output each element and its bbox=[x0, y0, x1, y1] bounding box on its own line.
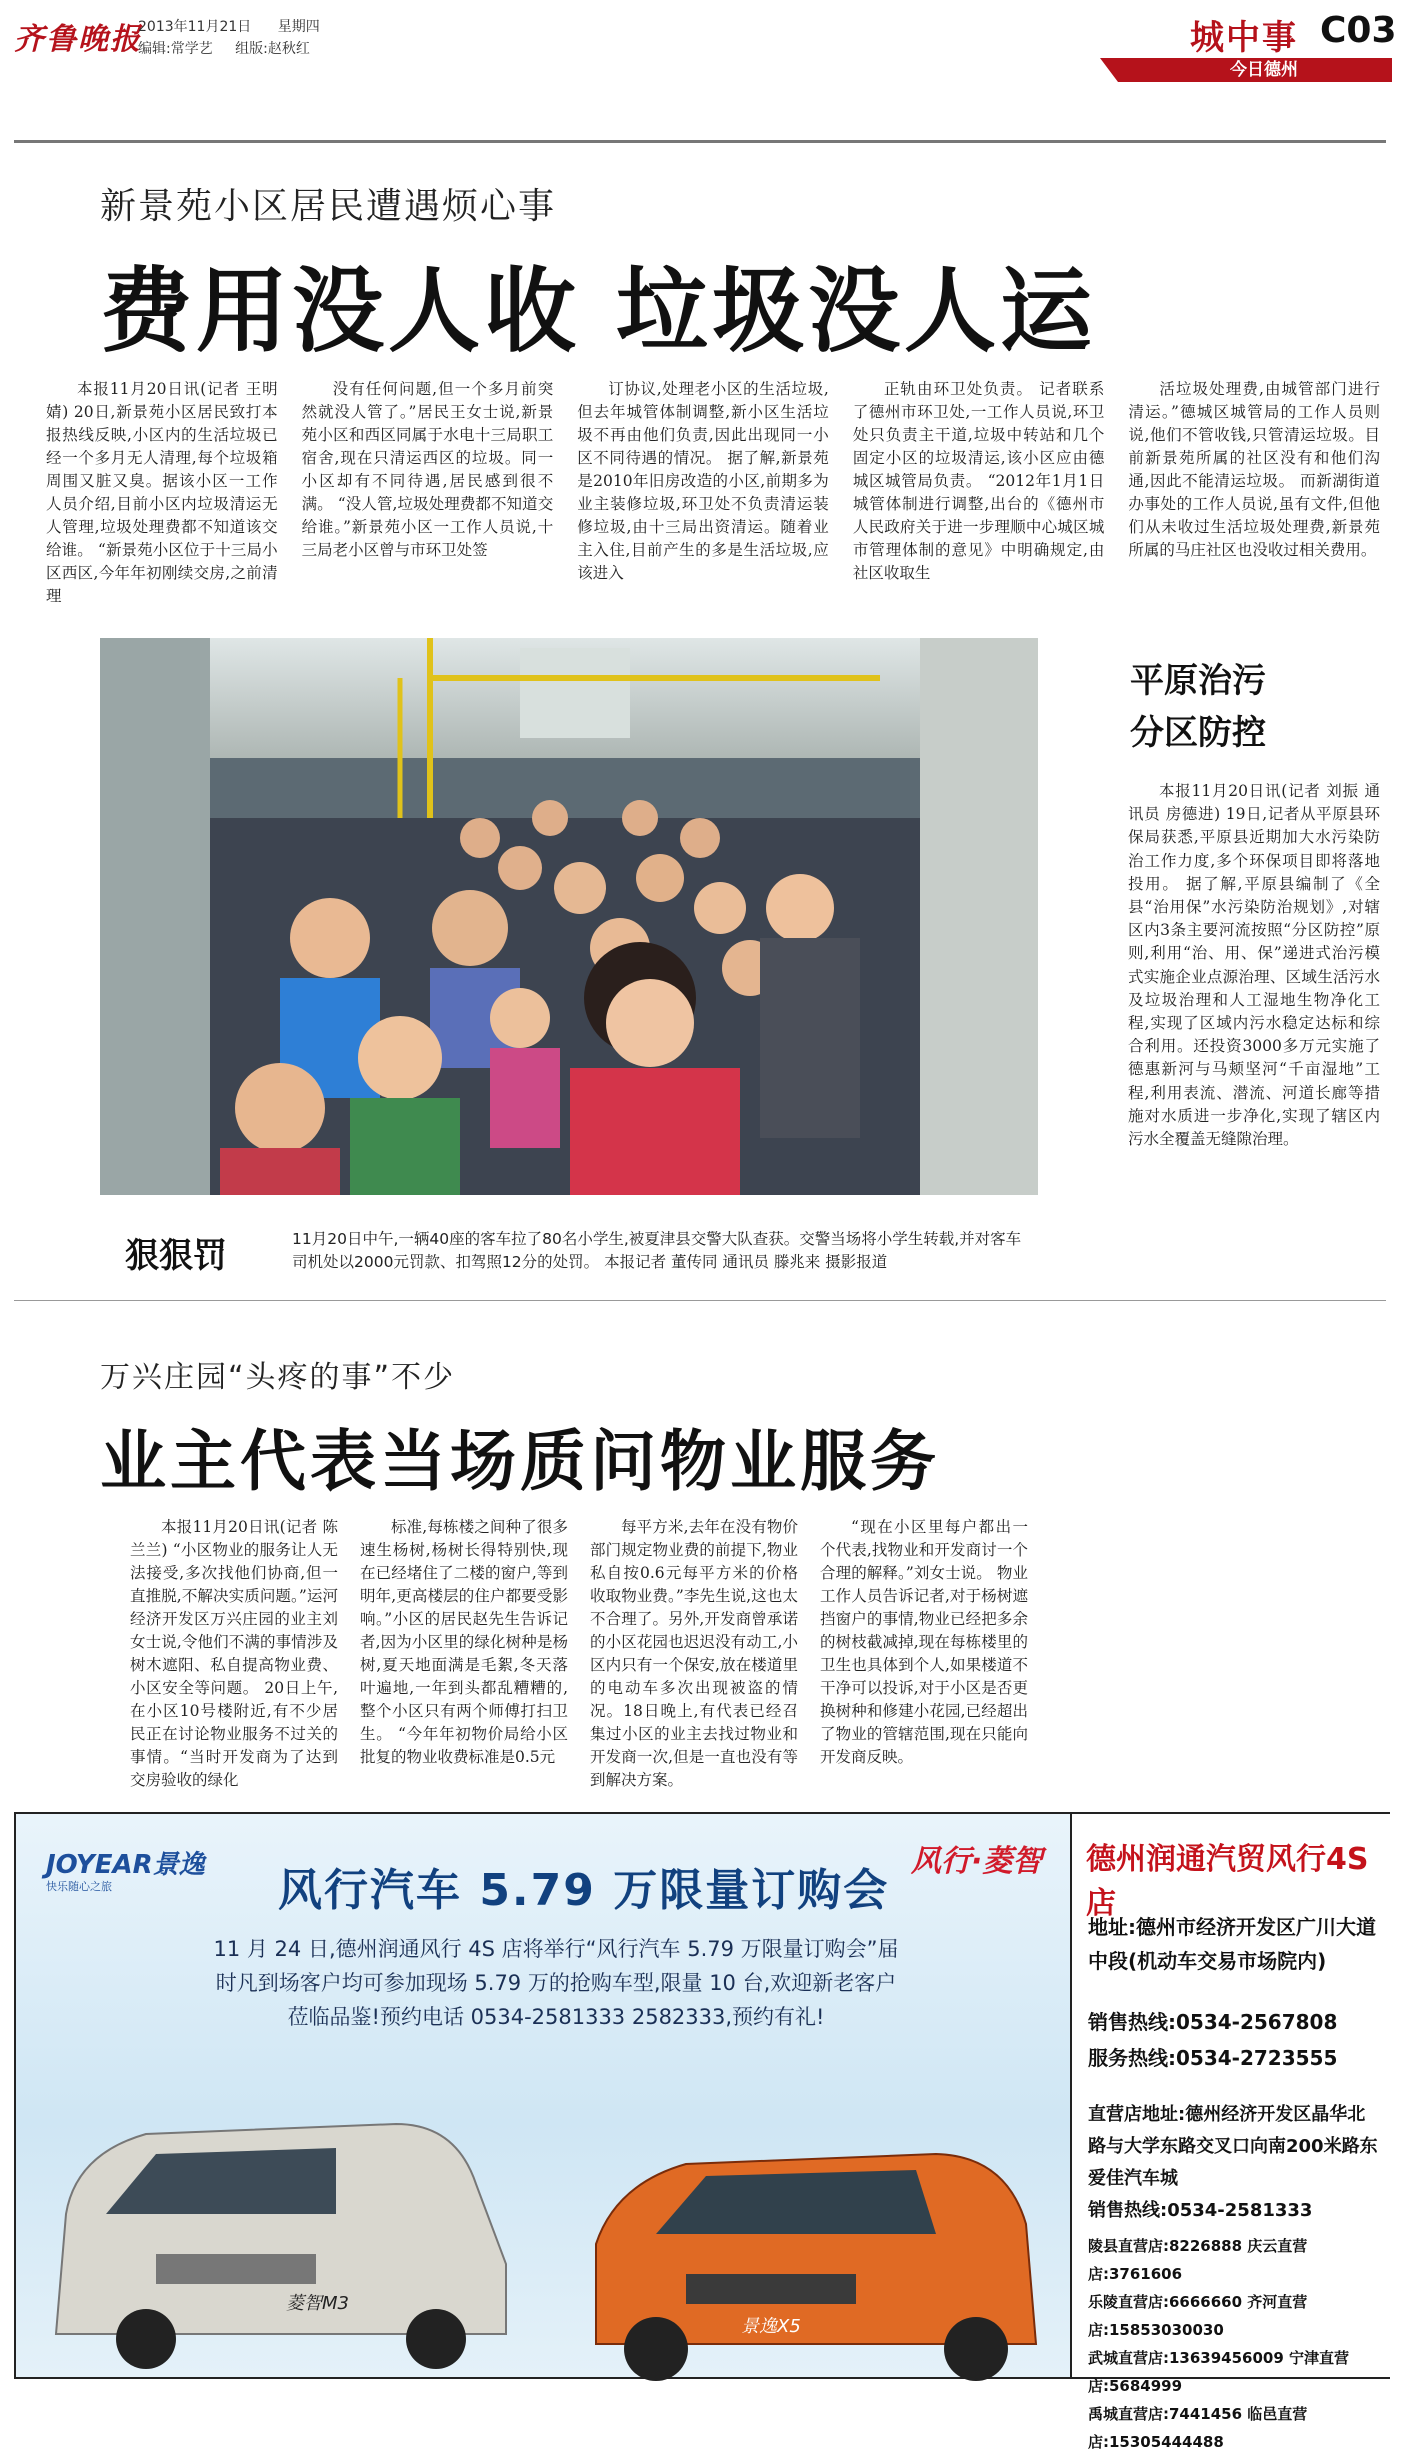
page-number: C03 bbox=[1320, 10, 1397, 51]
dealer-address: 地址:德州市经济开发区广川大道中段(机动车交易市场院内) bbox=[1088, 1915, 1376, 1973]
article1-col: 本报11月20日讯(记者 王明婧) 20日,新景苑小区居民致打本报热线反映,小区内的生活垃圾已经一个多月无人清理,每个垃圾箱周围又脏又臭。据该小区一工作人员介绍,目前小区内垃圾清运无人管理,垃圾处理费都不知道该交给谁。 “新景苑小区位于十三局小区西区,今年年初刚续交房,之前清理 bbox=[46, 380, 278, 605]
article1-col: 正轨由环卫处负责。 记者联系了德州市环卫处,一工作人员说,环卫处只负责主干道,垃圾中转站和几个固定小区的垃圾清运,该小区应由德城区城管局负责。 “2012年1月1日城管体制进行调整,出台的《德州市人民政府关于进一步理顺中心城区城市管理体制的意见》中明确规定,由社区收取生 bbox=[852, 380, 1105, 582]
masthead-credits bbox=[138, 38, 328, 58]
photo-caption: 11月20日中午,一辆40座的客车拉了80名小学生,被夏津县交警大队查获。交警当场将小学生转载,并对客车司机处以2000元罚款、扣驾照12分的处罚。 本报记者 董传同 通讯员 滕兆来 摄影报道 bbox=[292, 1230, 1022, 1271]
masthead-date bbox=[138, 16, 342, 36]
direct-store-info bbox=[1088, 2099, 1382, 2227]
branch-line: 陵县直营店:8226888 庆云直营店:3761606 bbox=[1088, 2237, 1308, 2283]
sidebar-headline-line1: 平原治污 bbox=[1130, 661, 1266, 701]
car2-label: 景逸X5 bbox=[741, 2316, 801, 2337]
article1-col: 没有任何问题,但一个多月前突然就没人管了。”居民王女士说,新景苑小区和西区同属于水电十三局职工宿舍,现在只清运西区的垃圾。同一小区却有不同待遇,居民感到很不满。 “没人管,垃圾处理费都不知道交给谁。”新景苑小区一工作人员说,十三局老小区曾与市环卫处签 bbox=[301, 380, 554, 559]
ad-body: 11 月 24 日,德州润通风行 4S 店将举行“风行汽车 5.79 万限量订购会”届时凡到场客户均可参加现场 5.79 万的抢购车型,限量 10 台,欢迎新老客户莅临品鉴!预约电话 0534-2581333 2582333,预约有礼! bbox=[213, 1937, 899, 2029]
article1-col: 活垃圾处理费,由城管部门进行清运。”德城区城管局的工作人员则说,他们不管收钱,只管清运垃圾。目前新景苑所属的社区没有和他们沟通,因此不能清运垃圾。 而新湖街道办事处的工作人员说,虽有文件,但他们从未收过生活垃圾处理费,新景苑所属的马庄社区也没收过相关费用。 bbox=[1128, 380, 1380, 559]
article2-col: 标准,每栋楼之间种了很多速生杨树,杨树长得特别快,现在已经堵住了二楼的窗户,等到明年,更高楼层的住户都要受影响。”小区的居民赵先生告诉记者,因为小区里的绿化树种是杨树,夏天地面满是毛絮,冬天落叶遍地,一年到头都乱糟糟的,整个小区只有两个师傅打扫卫生。 “今年年初物价局给小区批复的物业收费标准是0.5元 bbox=[360, 1518, 568, 1766]
paper-logo: 齐鲁晚报 bbox=[14, 22, 142, 57]
crowd bbox=[210, 800, 920, 1195]
sidebar-headline-line2: 分区防控 bbox=[1130, 713, 1266, 753]
sidebar-headline bbox=[1130, 655, 1266, 759]
layout-text: 组版:赵秋红 bbox=[235, 41, 310, 57]
date-text: 2013年11月21日 bbox=[138, 19, 252, 35]
branch-line: 禹城直营店:7441456 临邑直营店:15305444488 bbox=[1088, 2405, 1308, 2451]
branch-line: 武城直营店:13639456009 宁津直营店:5684999 bbox=[1088, 2349, 1350, 2395]
suv-icon bbox=[596, 2154, 1036, 2381]
service-hotline: 服务热线:0534-2723555 bbox=[1088, 2046, 1338, 2070]
section-title: 城中事 bbox=[1190, 18, 1298, 58]
editor-text: 编辑:常学艺 bbox=[138, 41, 213, 57]
article2-headline: 业主代表当场质问物业服务 bbox=[100, 1423, 940, 1500]
direct-store-hotline: 销售热线:0534-2581333 bbox=[1088, 2200, 1313, 2221]
photo-caption-title: 狠狠罚 bbox=[125, 1236, 227, 1276]
branch-list bbox=[1088, 2232, 1388, 2456]
sales-hotline: 销售热线:0534-2567808 bbox=[1088, 2010, 1338, 2034]
weekday-text: 星期四 bbox=[277, 19, 320, 35]
ad-title: 风行汽车 5.79 万限量订购会 bbox=[278, 1865, 890, 1916]
article2-body bbox=[130, 1516, 1080, 1792]
ad-dealer-panel bbox=[1070, 1814, 1390, 2451]
dealer-hotlines bbox=[1088, 2004, 1337, 2076]
joyear-slogan: 快乐随心之旅 bbox=[46, 1880, 112, 1893]
bus-children-photo bbox=[100, 638, 1038, 1195]
news-photo bbox=[100, 638, 1038, 1195]
direct-store-address: 直营店地址:德州经济开发区晶华北路与大学东路交叉口向南200米路东爱佳汽车城 bbox=[1088, 2104, 1378, 2189]
joyear-logo: JOYEAR景逸 bbox=[46, 1850, 205, 1880]
article2-col: 本报11月20日讯(记者 陈兰兰) “小区物业的服务让人无法接受,多次找他们协商,但一直推脱,不解决实质问题。”运河经济开发区万兴庄园的业主刘女士说,令他们不满的事情涉及树木遮阳、私自提高物业费、小区安全等问题。 20日上午,在小区10号楼附近,有不少居民正在讨论物业服务不过关的事情。“当时开发商为了达到交房验收的绿化 bbox=[130, 1518, 338, 1789]
article2-col: “现在小区里每户都出一个代表,找物业和开发商讨一个合理的解释。”刘女士说。 物业工作人员告诉记者,对于杨树遮挡窗户的事情,物业已经把多余的树枝截减掉,现在每栋楼里的卫生也具体到个人,如果楼道不干净可以投诉,对于小区是否更换树种和修建小花园,已经超出了物业的管辖范围,现在只能向开发商反映。 bbox=[820, 1518, 1028, 1766]
article1-kicker: 新景苑小区居民遭遇烦心事 bbox=[100, 186, 557, 227]
article1-body bbox=[46, 378, 1380, 608]
article1-headline: 费用没人收 垃圾没人运 bbox=[100, 258, 1097, 365]
car-advertisement bbox=[14, 1812, 1390, 2451]
article1-col: 订协议,处理老小区的生活垃圾,但去年城管体制调整,新小区生活垃圾不再由他们负责,因此出现同一小区不同待遇的情况。 据了解,新景苑是2010年旧房改造的小区,前期多为业主装修垃圾,环卫处不负责清运装修垃圾,由十三局出资清运。随着业主入住,目前产生的多是生活垃圾,应该进入 bbox=[577, 380, 829, 582]
section-divider bbox=[14, 1300, 1386, 1301]
branch-line: 乐陵直营店:6666660 齐河直营店:15853030030 bbox=[1088, 2293, 1308, 2339]
fengxing-logo: 风行·菱智 bbox=[911, 1844, 1043, 1879]
van-icon bbox=[56, 2124, 506, 2369]
article2-col: 每平方米,去年在没有物价部门规定物业费的前提下,物业私自按0.6元每平方米的价格收取物业费。”李先生说,这也太不合理了。另外,开发商曾承诺的小区花园也迟迟没有动工,小区内只有一个保安,放在楼道里的电动车多次出现被盗的情况。18日晚上,有代表已经召集过小区的业主去找过物业和开发商一次,但是一直也没有等到解决方案。 bbox=[590, 1518, 798, 1789]
masthead-rule bbox=[14, 140, 1386, 143]
section-bar-wedge bbox=[1100, 58, 1118, 82]
car-illustrations bbox=[36, 2064, 1056, 2369]
dealer-name: 德州润通汽贸风行4S店 bbox=[1086, 1842, 1369, 1921]
article2-kicker: 万兴庄园“头疼的事”不少 bbox=[100, 1360, 456, 1395]
ad-main-panel bbox=[16, 1814, 1070, 2377]
sidebar-body: 本报11月20日讯(记者 刘振 通讯员 房德进) 19日,记者从平原县环保局获悉,平原县近期加大水污染防治工作力度,多个环保项目即将落地投用。 据了解,平原县编制了《全县“治用保”水污染防治规划》,对辖区内3条主要河流按照“分区防控”原则,利用“治、用、保”递进式治污模式实施企业点源治理、区域生活污水及垃圾治理和人工湿地生物净化工程,实现了区域内污水稳定达标和综合利用。还投资3000多万元实施了德惠新河与马颊坚河“千亩湿地”工程,利用表流、潜流、河道长廊等措施对水质进一步净化,实现了辖区内污水全覆盖无缝隙治理。 bbox=[1128, 782, 1380, 1149]
section-subtitle: 今日德州 bbox=[1230, 60, 1298, 80]
car1-label: 菱智M3 bbox=[286, 2293, 349, 2314]
